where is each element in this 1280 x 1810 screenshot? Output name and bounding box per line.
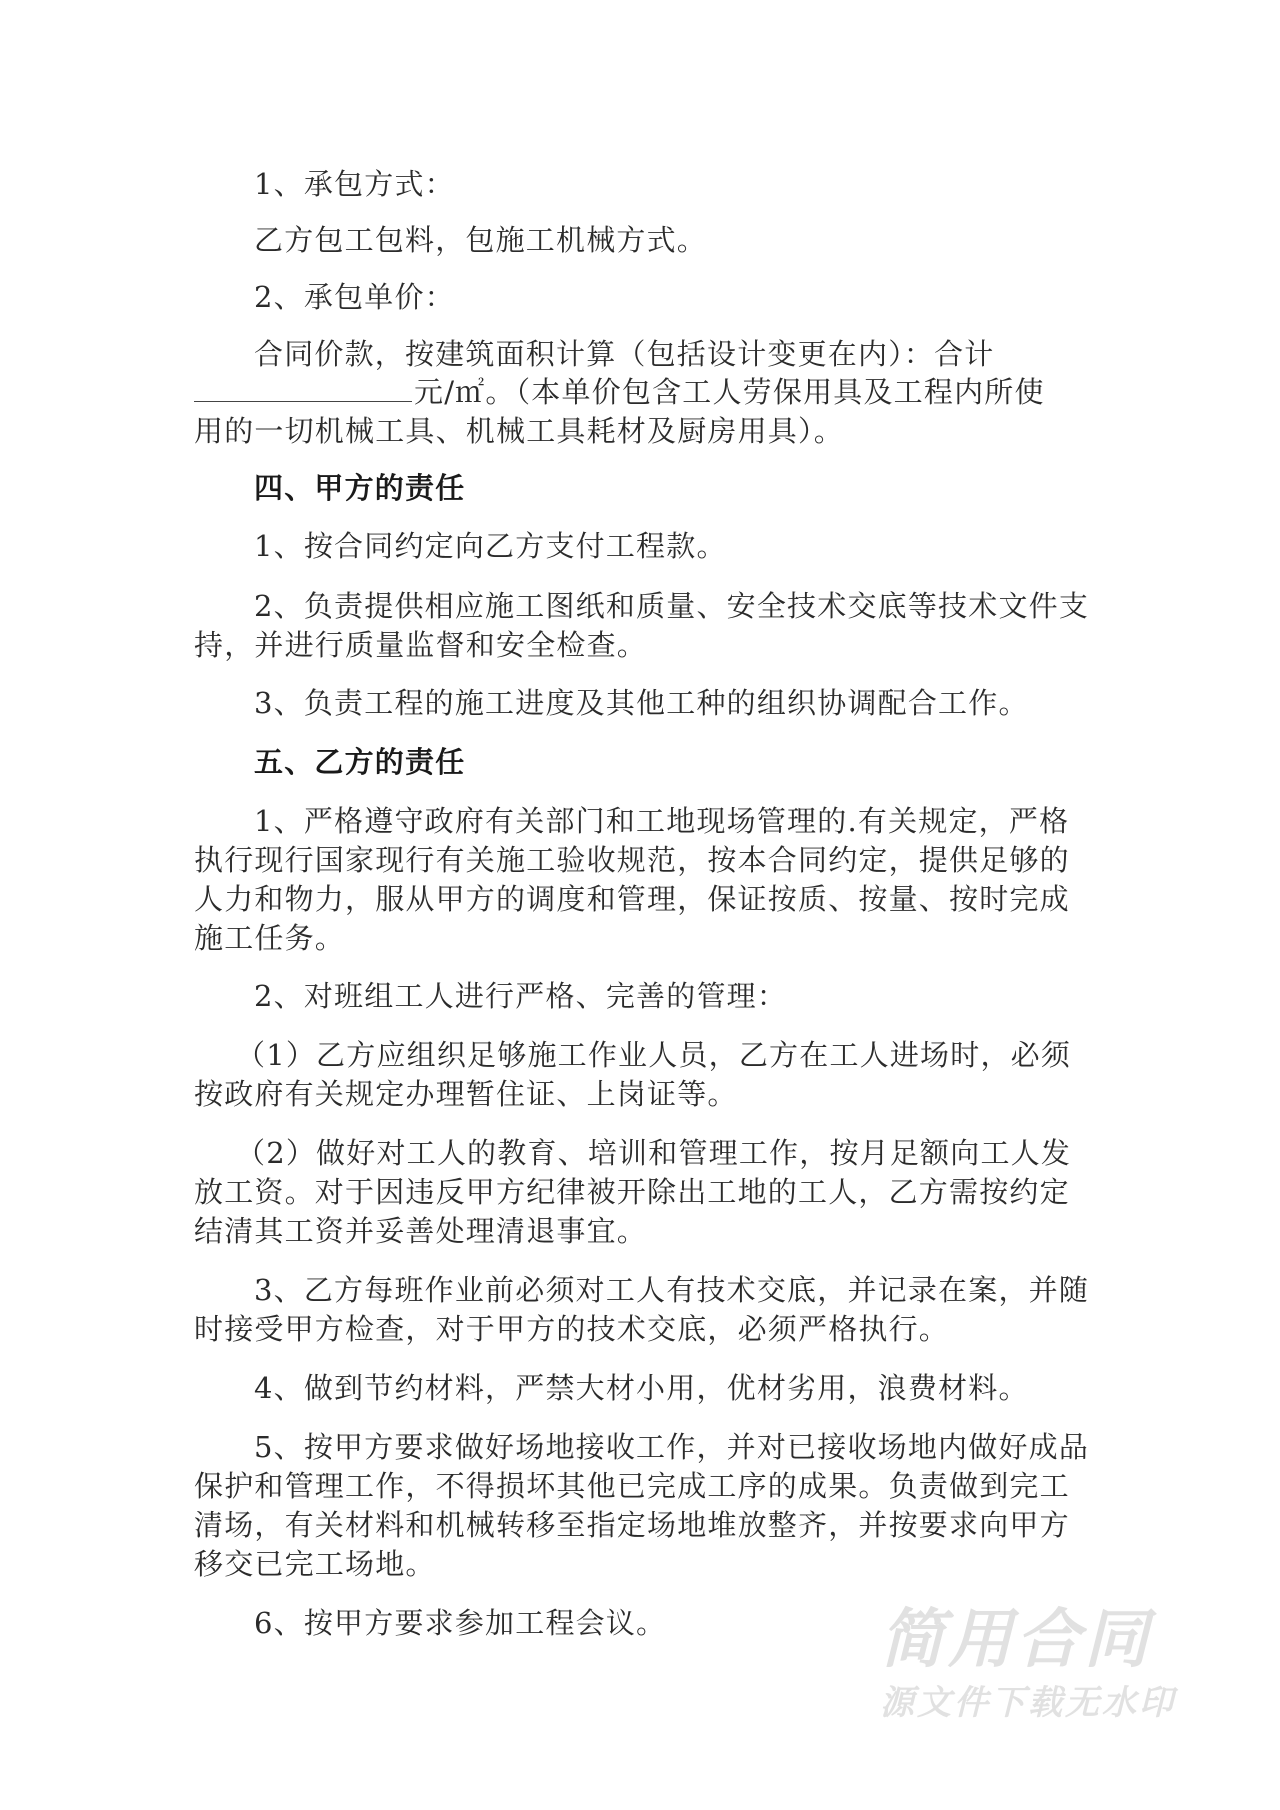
party-b-item-3-line-2: 时接受甲方检查，对于甲方的技术交底，必须严格执行。 — [194, 1312, 950, 1346]
party-b-item-6: 6、按甲方要求参加工程会议。 — [254, 1606, 667, 1640]
section-heading-party-a: 四、甲方的责任 — [254, 471, 466, 505]
clause-unit-price-body-3: 用的一切机械工具、机械工具耗材及厨房用具）。 — [194, 414, 844, 448]
clause-contract-method-title: 1、承包方式： — [254, 167, 455, 201]
party-b-item-2-sub-1-line-1: （1）乙方应组织足够施工作业人员，乙方在工人进场时，必须 — [236, 1038, 1072, 1072]
party-b-item-2-sub-2-line-2: 放工资。对于因违反甲方纪律被开除出工地的工人，乙方需按约定 — [194, 1175, 1070, 1209]
watermark-subtitle: 源文件下载无水印 — [880, 1683, 1176, 1723]
party-b-item-5-line-1: 5、按甲方要求做好场地接收工作，并对已接收场地内做好成品 — [254, 1430, 1090, 1464]
clause-unit-price-body-1: 合同价款，按建筑面积计算（包括设计变更在内）：合计 — [254, 337, 995, 371]
party-b-item-2-sub-1-line-2: 按政府有关规定办理暂住证、上岗证等。 — [194, 1077, 738, 1111]
party-b-item-5-line-2: 保护和管理工作，不得损坏其他已完成工序的成果。负责做到完工 — [194, 1469, 1070, 1503]
party-a-item-3: 3、负责工程的施工进度及其他工种的组织协调配合工作。 — [254, 686, 1029, 720]
party-b-item-4: 4、做到节约材料，严禁大材小用，优材劣用，浪费材料。 — [254, 1371, 1029, 1405]
party-b-item-3-line-1: 3、乙方每班作业前必须对工人有技术交底，并记录在案，并随 — [254, 1273, 1090, 1307]
party-b-item-1-line-4: 施工任务。 — [194, 921, 346, 955]
party-a-item-1: 1、按合同约定向乙方支付工程款。 — [254, 529, 727, 563]
price-blank-field — [194, 373, 412, 402]
unit-price-text: 元/㎡。（本单价包含工人劳保用具及工程内所使 — [414, 375, 1045, 409]
party-b-item-2-sub-2-line-3: 结清其工资并妥善处理清退事宜。 — [194, 1214, 648, 1248]
party-b-item-1-line-1: 1、严格遵守政府有关部门和工地现场管理的.有关规定，严格 — [254, 804, 1070, 838]
watermark-title: 简用合同 — [880, 1603, 1152, 1677]
party-b-item-2: 2、对班组工人进行严格、完善的管理： — [254, 979, 788, 1013]
party-b-item-1-line-3: 人力和物力，服从甲方的调度和管理，保证按质、按量、按时完成 — [194, 882, 1070, 916]
clause-unit-price-title: 2、承包单价： — [254, 280, 455, 314]
clause-unit-price-body-2 — [194, 372, 1094, 412]
party-b-item-5-line-3: 清场，有关材料和机械转移至指定场地堆放整齐，并按要求向甲方 — [194, 1508, 1070, 1542]
party-a-item-2-line-2: 持，并进行质量监督和安全检查。 — [194, 628, 648, 662]
party-b-item-2-sub-2-line-1: （2）做好对工人的教育、培训和管理工作，按月足额向工人发 — [236, 1136, 1072, 1170]
section-heading-party-b: 五、乙方的责任 — [254, 745, 466, 779]
clause-contract-method-body: 乙方包工包料，包施工机械方式。 — [254, 223, 708, 257]
party-a-item-2-line-1: 2、负责提供相应施工图纸和质量、安全技术交底等技术文件支 — [254, 589, 1090, 623]
party-b-item-1-line-2: 执行现行国家现行有关施工验收规范，按本合同约定，提供足够的 — [194, 843, 1070, 877]
party-b-item-5-line-4: 移交已完工场地。 — [194, 1547, 436, 1581]
